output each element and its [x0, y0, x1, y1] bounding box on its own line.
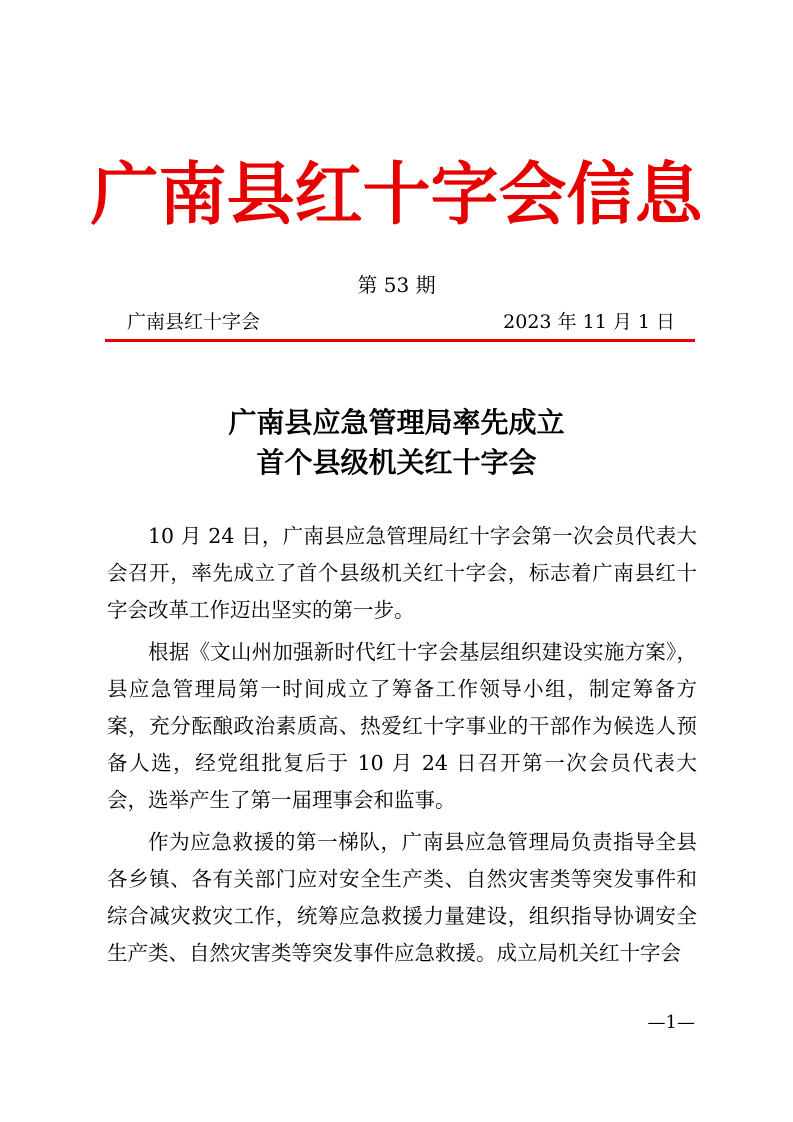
page-number: —1— [647, 1012, 695, 1033]
body-paragraph-3: 作为应急救援的第一梯队，广南县应急管理局负责指导全县各乡镇、各有关部门应对安全生产类、自然灾害类等突发事件和综合减灾救灾工作，统筹应急救援力量建设，组织指导协调安全生产类、自然灾害类等突发事件应急救援。成立局机关红十字会 [107, 830, 697, 965]
article-headline [0, 403, 793, 483]
red-divider-rule [105, 339, 695, 342]
article-headline-line-2: 首个县级机关红十字会 [256, 446, 537, 479]
publisher-name: 广南县红十字会 [127, 311, 261, 333]
article-headline-line-1: 广南县应急管理局率先成立 [228, 406, 565, 439]
issue-number: 第 53 期 [357, 273, 436, 297]
body-paragraph-2: 根据《文山州加强新时代红十字会基层组织建设实施方案》，县应急管理局第一时间成立了筹备工作领导小组，制定筹备方案，充分酝酿政治素质高、热爱红十字事业的干部作为候选人预备人选，经党组批复后于 10 月 24 日召开第一次会员代表大会，选举产生了第一届理事会和监事。 [107, 640, 697, 812]
body-paragraph-1: 10 月 24 日，广南县应急管理局红十字会第一次会员代表大会召开，率先成立了首个县级机关红十字会，标志着广南县红十字会改革工作迈出坚实的第一步。 [107, 524, 697, 622]
article-body [107, 518, 697, 977]
publish-date: 2023 年 11 月 1 日 [503, 311, 675, 333]
masthead-title: 广南县红十字会信息 [90, 155, 703, 235]
